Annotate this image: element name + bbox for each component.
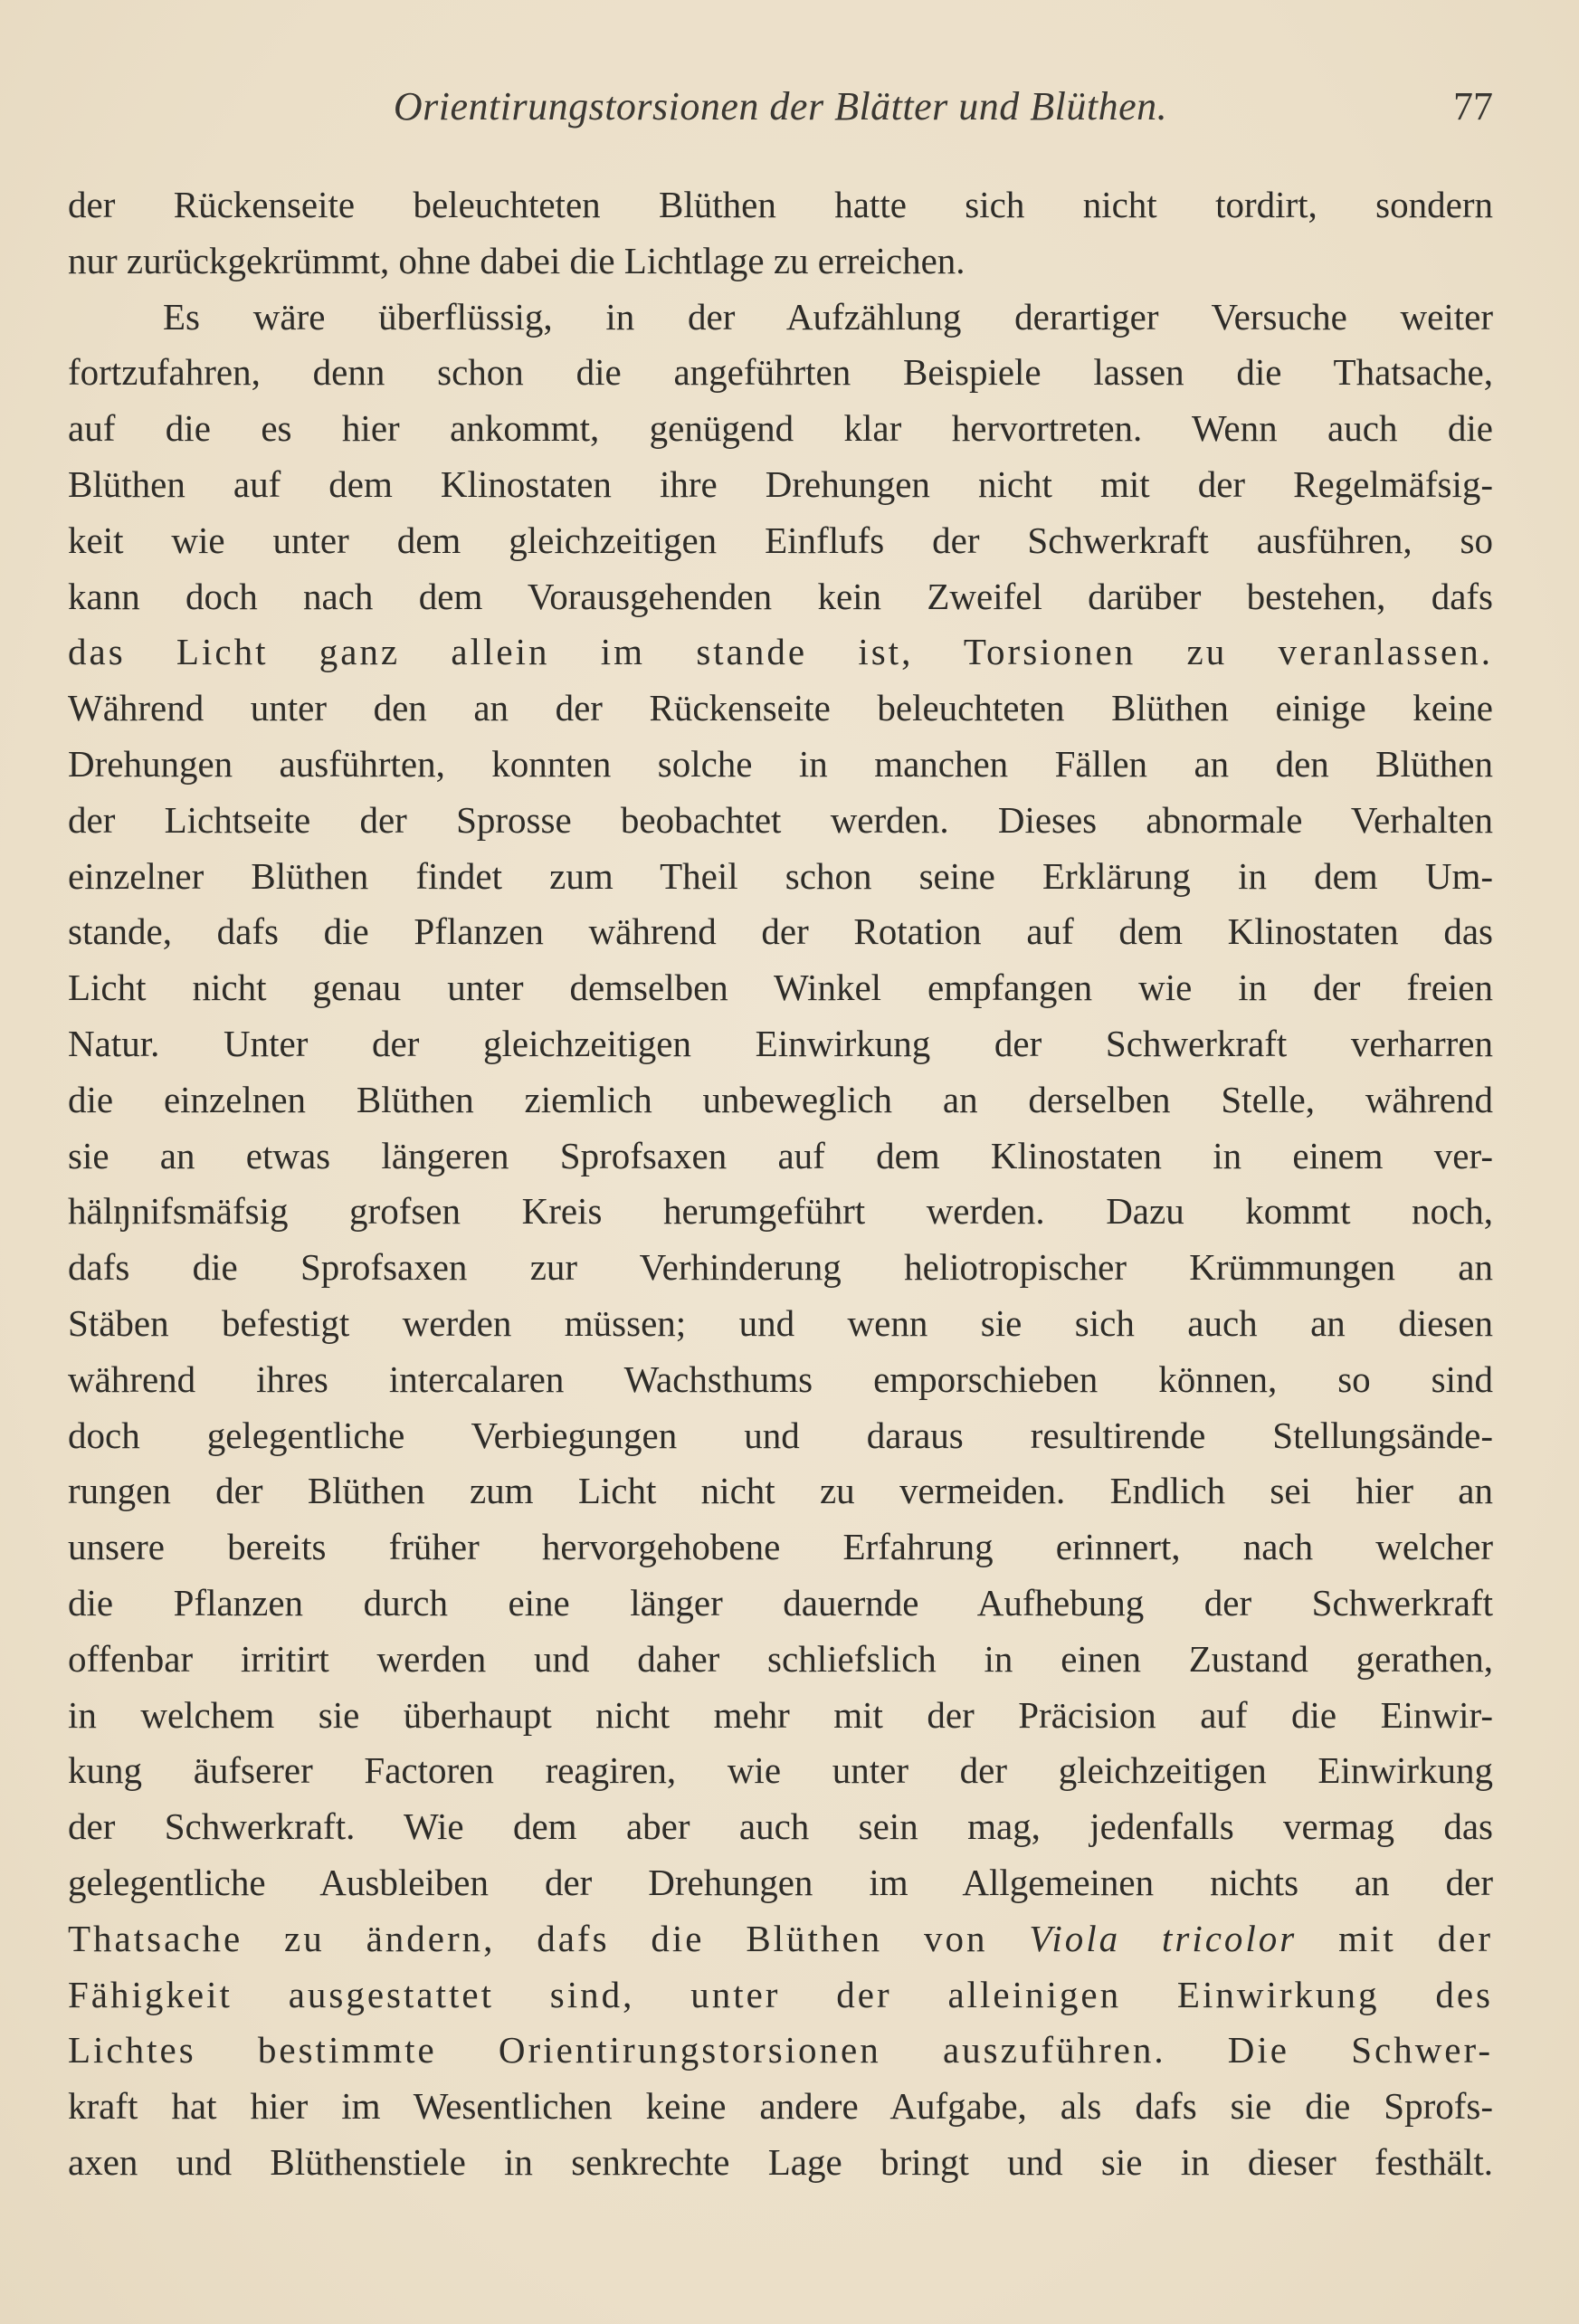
running-head [68,83,1493,138]
running-title: Orientirungstorsionen der Blätter und Blüthen. [393,84,1168,129]
text-line: kung äufserer Factoren reagiren, wie unter der gleichzeitigen Einwirkung [68,1749,1493,1792]
text-line: Blüthen auf dem Klinostaten ihre Drehungen nicht mit der Regelmäfsig- [68,462,1493,505]
text-line: Drehungen ausführten, konnten solche in manchen Fällen an den Blüthen [68,742,1493,785]
text-line: auf die es hier ankommt, genügend klar hervortreten. Wenn auch die [68,407,1493,450]
text-line: rungen der Blüthen zum Licht nicht zu vermeiden. Endlich sei hier an [68,1470,1493,1512]
text-line: kann doch nach dem Vorausgehenden kein Zweifel darüber bestehen, dafs [68,575,1493,617]
text-line: Natur. Unter der gleichzeitigen Einwirkung der Schwerkraft verharren [68,1022,1493,1064]
text-line: die einzelnen Blüthen ziemlich unbeweglich an derselben Stelle, während [68,1078,1493,1120]
species-name: Viola tricolor [1029,1917,1298,1959]
text-line-spaced: Fähigkeit ausgestattet sind, unter der alleinigen Einwirkung des [68,1973,1493,2015]
text-line: stande, dafs die Pflanzen während der Rotation auf dem Klinostaten das [68,910,1493,953]
paragraph-first-line: Es wäre überflüssig, in der Aufzählung derartiger Versuche weiter [163,295,1493,338]
text-line: gelegentliche Ausbleiben der Drehungen im Allgemeinen nichts an der [68,1861,1493,1903]
body-text [68,177,1493,2191]
text-run: Thatsache zu ändern, dafs die Blüthen von [68,1917,1030,1959]
text-line: keit wie unter dem gleichzeitigen Einflufs der Schwerkraft ausführen, so [68,519,1493,561]
text-line: hälŋnifsmäfsig grofsen Kreis herumgeführt werden. Dazu kommt noch, [68,1190,1493,1233]
text-run: mit der [1297,1917,1493,1959]
text-line: unsere bereits früher hervorgehobene Erfahrung erinnert, nach welcher [68,1526,1493,1568]
text-line: offenbar irritirt werden und daher schliefslich in einen Zustand gerathen, [68,1637,1493,1680]
text-line: die Pflanzen durch eine länger dauernde Aufhebung der Schwerkraft [68,1581,1493,1624]
text-line: nur zurückgekrümmt, ohne dabei die Lichtlage zu erreichen. [68,239,965,281]
text-line: fortzufahren, denn schon die angeführten Beispiele lassen die Thatsache, [68,351,1493,394]
text-line: doch gelegentliche Verbiegungen und daraus resultirende Stellungsände- [68,1414,1493,1456]
text-line: der Lichtseite der Sprosse beobachtet werden. Dieses abnormale Verhalten [68,798,1493,841]
text-line: axen und Blüthenstiele in senkrechte Lage bringt und sie in dieser festhält. [68,2140,1493,2183]
text-line: sie an etwas längeren Sprofsaxen auf dem Klinostaten in einem ver- [68,1134,1493,1176]
text-line: kraft hat hier im Wesentlichen keine andere Aufgabe, als dafs sie die Sprofs- [68,2085,1493,2128]
text-line-spaced [68,1911,1493,1967]
text-line: der Rückenseite beleuchteten Blüthen hatte sich nicht tordirt, sondern [68,184,1493,225]
text-line: während ihres intercalaren Wachsthums emporschieben können, so sind [68,1357,1493,1400]
text-line: Licht nicht genau unter demselben Winkel empfangen wie in der freien [68,967,1493,1009]
text-line: dafs die Sprofsaxen zur Verhinderung heliotropischer Krümmungen an [68,1246,1493,1289]
text-line: einzelner Blüthen findet zum Theil schon seine Erklärung in dem Um- [68,854,1493,897]
text-line: Während unter den an der Rückenseite beleuchteten Blüthen einige keine [68,687,1493,729]
text-line: der Schwerkraft. Wie dem aber auch sein mag, jedenfalls vermag das [68,1805,1493,1848]
text-line-spaced: das Licht ganz allein im stande ist, Torsionen zu veranlassen. [68,631,1493,673]
text-line: in welchem sie überhaupt nicht mehr mit der Präcision auf die Einwir- [68,1693,1493,1736]
text-line: Stäben befestigt werden müssen; und wenn sie sich auch an diesen [68,1301,1493,1344]
page-number: 77 [1453,84,1493,129]
text-line-spaced: Lichtes bestimmte Orientirungstorsionen auszuführen. Die Schwer- [68,2029,1493,2072]
